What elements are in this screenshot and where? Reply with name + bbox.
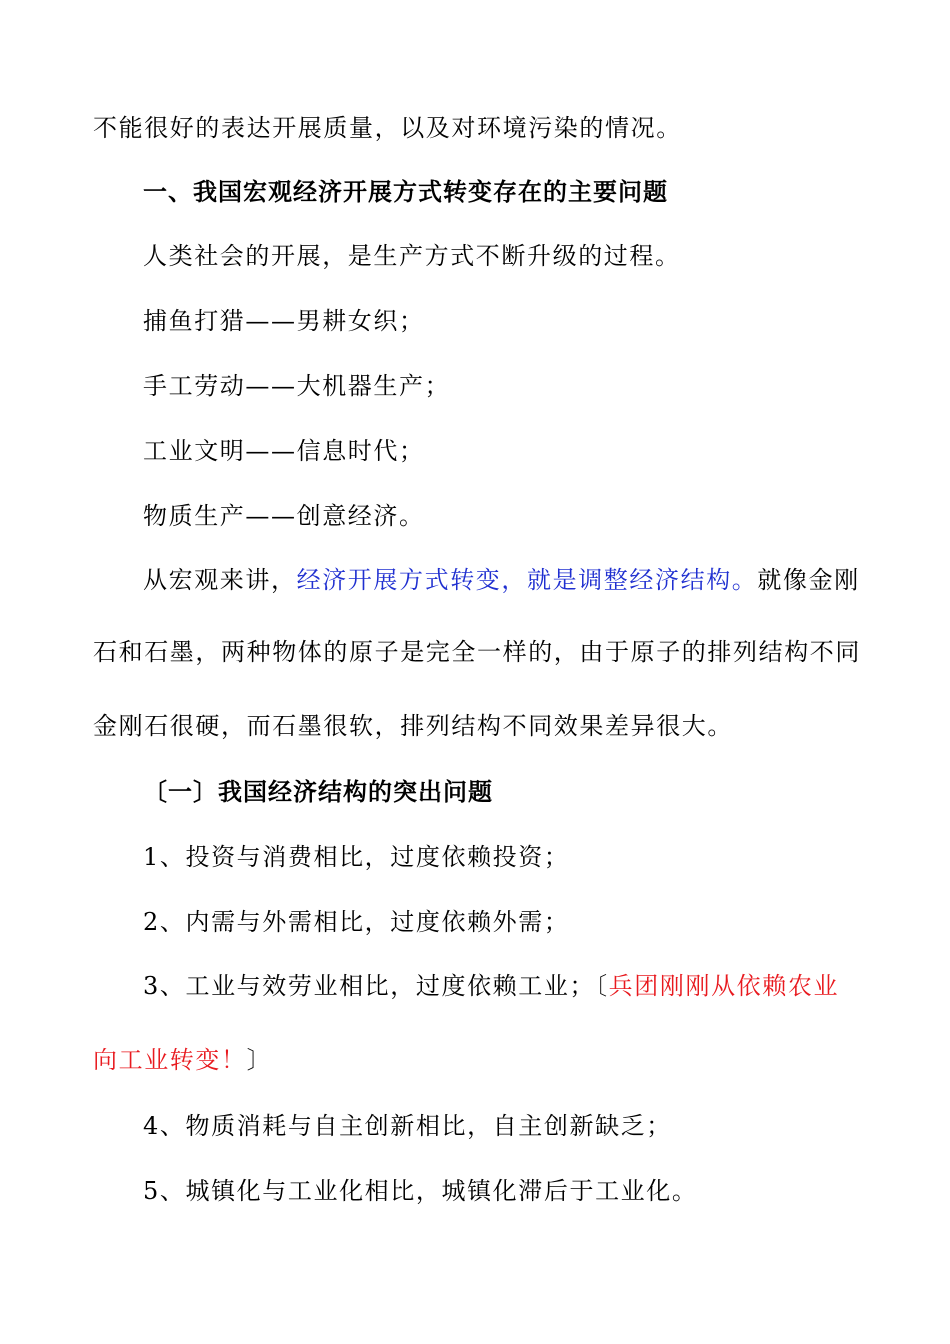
section-heading-2: 〔一〕我国经济结构的突出问题 [143,777,493,806]
paragraph-stage-4: 物质生产——创意经济。 [143,502,425,530]
paragraph-macro-lead: 从宏观来讲， [143,566,297,594]
highlight-red-text-continued: 向工业转变！ [93,1046,247,1074]
paragraph-macro-tail: 就像金刚 [757,566,860,594]
paragraph-stage-2: 手工劳动——大机器生产； [143,372,451,400]
list-item-5: 5、城镇化与工业化相比，城镇化滞后于工业化。 [143,1177,698,1205]
paragraph-macro-line-2: 石和石墨，两种物体的原子是完全一样的，由于原子的排列结构不同 [93,638,861,666]
list-item-3-text: 3、工业与效劳业相比，过度依赖工业；〔 [143,972,609,1000]
paragraph-macro-line-1 [143,564,873,596]
closing-bracket: 〕 [246,1046,273,1074]
section-heading-1: 一、我国宏观经济开展方式转变存在的主要问题 [143,177,668,206]
highlight-blue-text: 经济开展方式转变，就是调整经济结构。 [296,566,758,594]
paragraph-stage-3: 工业文明——信息时代； [143,437,425,465]
list-item-3-continuation [93,1044,873,1076]
highlight-red-text: 兵团刚刚从依赖农业 [608,972,840,1000]
list-item-1: 1、投资与消费相比，过度依赖投资； [143,843,570,871]
list-item-2: 2、内需与外需相比，过度依赖外需； [143,908,570,936]
list-item-3 [143,970,873,1002]
paragraph-continuation: 不能很好的表达开展质量，以及对环境污染的情况。 [93,114,682,142]
paragraph-intro: 人类社会的开展，是生产方式不断升级的过程。 [143,242,681,270]
list-item-4: 4、物质消耗与自主创新相比，自主创新缺乏； [143,1112,672,1140]
paragraph-stage-1: 捕鱼打猎——男耕女织； [143,307,425,335]
paragraph-macro-line-3: 金刚石很硬，而石墨很软，排列结构不同效果差异很大。 [93,712,733,740]
